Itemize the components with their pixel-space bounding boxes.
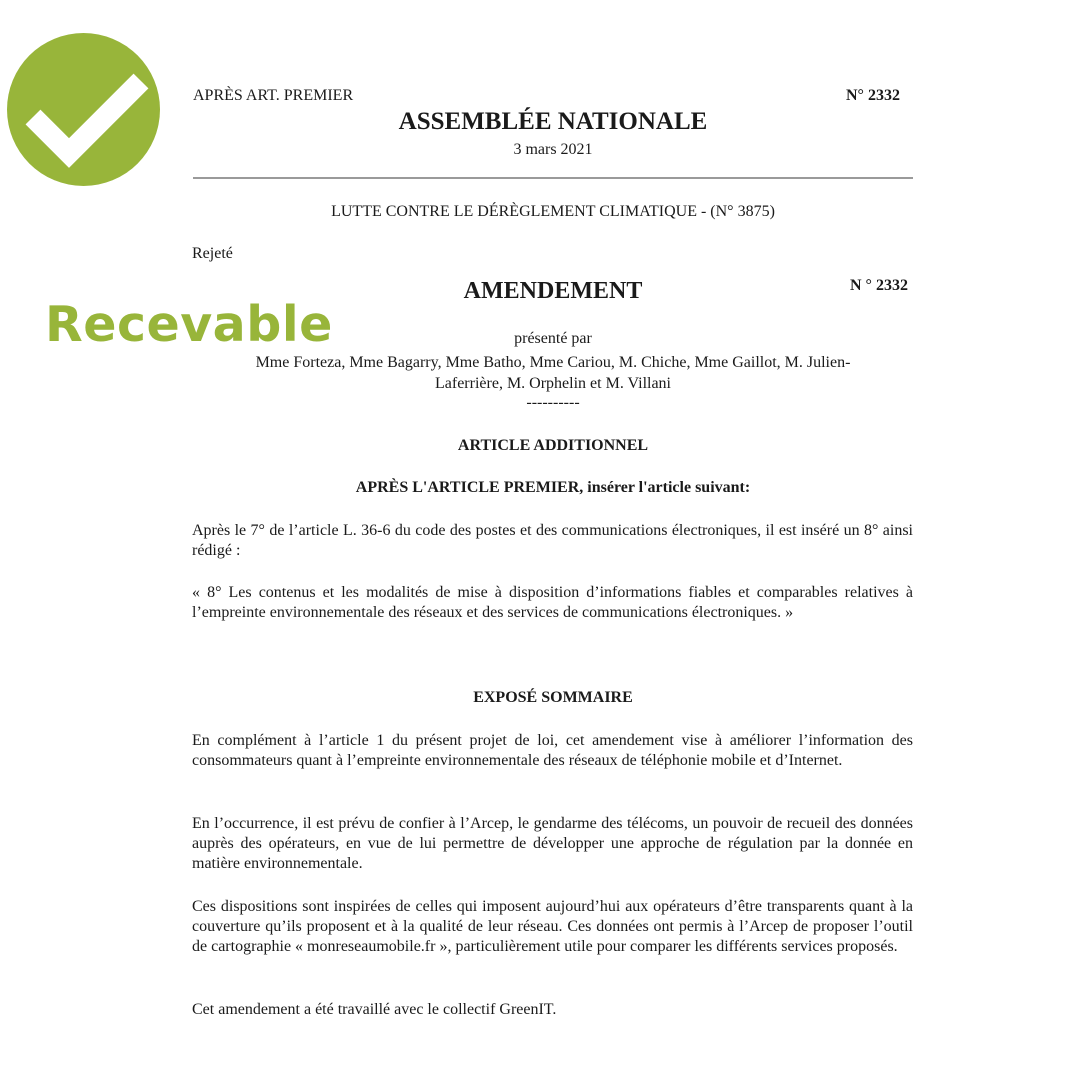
article-heading: ARTICLE ADDITIONNEL [457,437,649,454]
check-icon [7,33,160,186]
expose-heading: EXPOSÉ SOMMAIRE [473,689,633,706]
institution-title: ASSEMBLÉE NATIONALE [398,108,708,135]
amendment-title: AMENDEMENT [463,278,643,304]
document-number: N° 2332 [846,87,900,104]
separator: ---------- [526,394,580,411]
expose-paragraph: En l’occurrence, il est prévu de confier à l’Arcep, le gendarme des télécoms, un pouvoir de recueil des données auprès des opérateurs, en vue de lui permettre de développer une approche de régulation par la donnée en matière environnementale. [192,815,913,872]
amendment-number: N ° 2332 [850,277,908,294]
article-body-paragraph: Après le 7° de l’article L. 36-6 du code des postes et des communications électroniques, il est inséré un 8° ainsi rédigé : [192,522,913,559]
expose-paragraph: Cet amendement a été travaillé avec le collectif GreenIT. [192,1001,557,1018]
position-label: APRÈS ART. PREMIER [193,87,354,104]
bill-title: LUTTE CONTRE LE DÉRÈGLEMENT CLIMATIQUE - (N° 3875) [331,203,775,220]
presented-by: présenté par [514,330,592,347]
expose-paragraph: Ces dispositions sont inspirées de celles qui imposent aujourd’hui aux opérateurs d’être transparents quant à la couverture qu’ils proposent et à la qualité de leur réseau. Ces données ont permis à l’Arcep de proposer l’outil de cartographie « monreseaumobile.fr », particulièrement utile pour comparer les différents services proposés. [192,898,913,955]
authors-line: Mme Forteza, Mme Bagarry, Mme Batho, Mme Cariou, M. Chiche, Mme Gaillot, M. Julien- [255,354,851,371]
header-divider [193,177,913,179]
authors-line: Laferrière, M. Orphelin et M. Villani [435,375,671,392]
article-body-paragraph: « 8° Les contenus et les modalités de mise à disposition d’informations fiables et comparables relatives à l’empreinte environnementale des réseaux et des services de communications électroniques. » [192,584,913,621]
approval-badge [7,33,160,186]
expose-paragraph: En complément à l’article 1 du présent projet de loi, cet amendement vise à améliorer l’information des consommateurs quant à l’empreinte environnementale des réseaux de téléphonie mobile et d’Internet. [192,732,913,769]
document-date: 3 mars 2021 [513,141,593,158]
recevable-stamp: Recevable [45,296,333,353]
status-label: Rejeté [192,245,233,262]
article-subheading: APRÈS L'ARTICLE PREMIER, insérer l'article suivant: [355,479,751,496]
